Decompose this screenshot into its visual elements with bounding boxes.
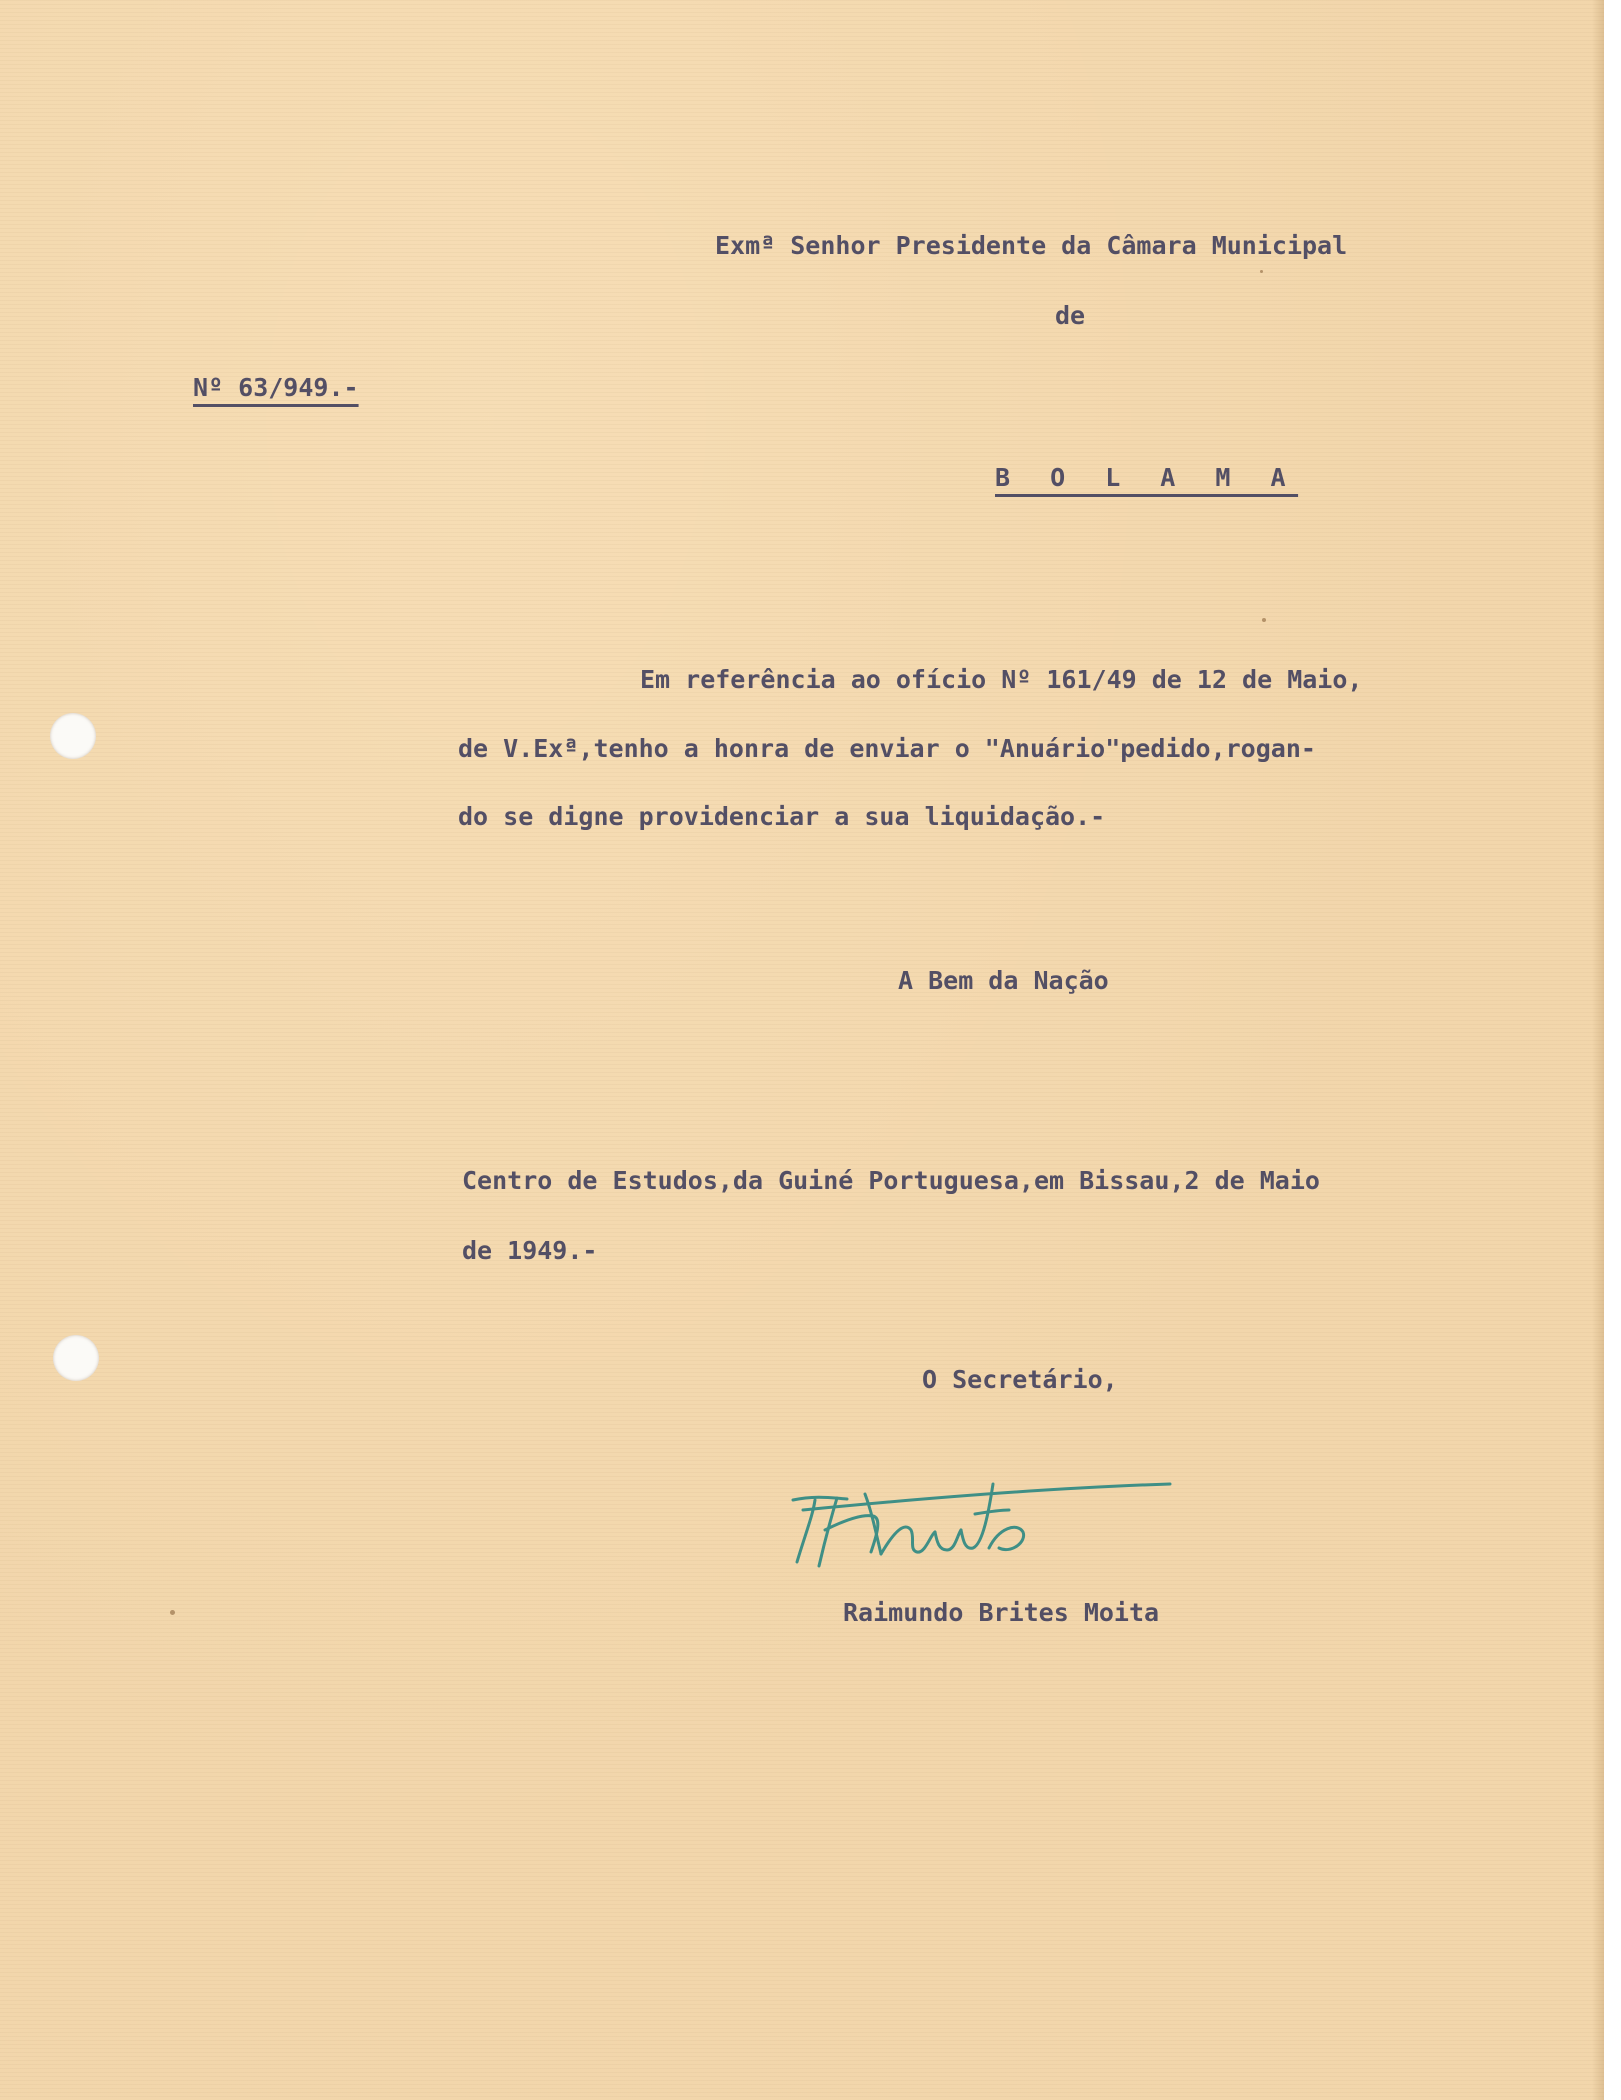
handwritten-signature [785,1470,1175,1580]
addressee-line-2: de [1055,301,1086,330]
body-line-2: de V.Exª,tenho a honra de enviar o "Anuário"pedido,rogan- [458,734,1316,763]
body-line-3: do se digne providenciar a sua liquidação.- [458,802,1106,831]
paper-speck [1260,270,1263,273]
punch-hole-bottom [53,1335,99,1381]
addressee-line-1: Exmª Senhor Presidente da Câmara Municipal [715,231,1348,260]
paper-speck [1262,618,1266,622]
paper-edge-shadow [1592,0,1604,2100]
place-date-line-1: Centro de Estudos,da Guiné Portuguesa,em Bissau,2 de Maio [462,1166,1320,1195]
body-line-1: Em referência ao ofício Nº 161/49 de 12 de Maio, [640,665,1363,694]
salutation: A Bem da Nação [898,966,1109,995]
signatory-title: O Secretário, [922,1365,1118,1394]
signatory-name: Raimundo Brites Moita [843,1598,1160,1627]
reference-number: Nº 63/949.- [193,373,359,402]
destination-city: B O L A M A [995,463,1299,492]
punch-hole-top [50,713,96,759]
paper-speck [170,1610,175,1615]
scan-margin [1604,0,1621,2100]
place-date-line-2: de 1949.- [462,1236,598,1265]
